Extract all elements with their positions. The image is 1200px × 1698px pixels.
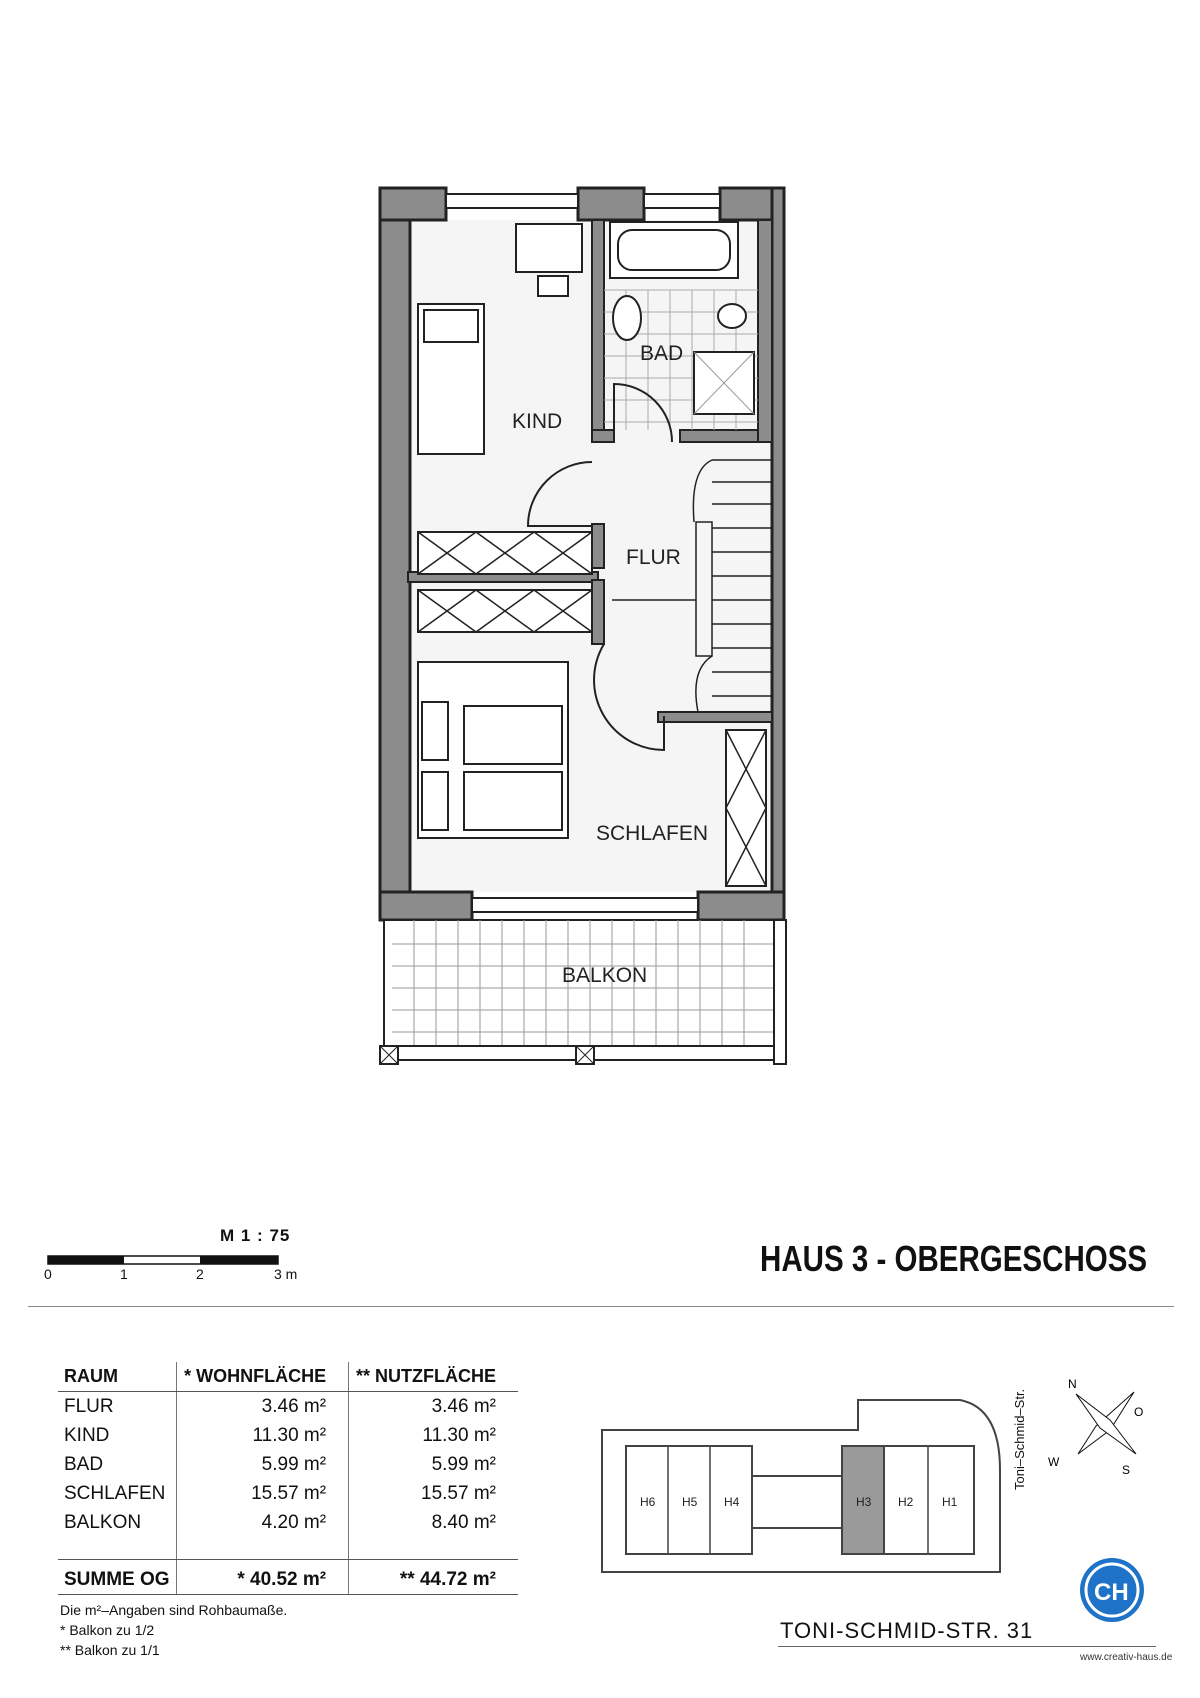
- table-row: [58, 1450, 518, 1479]
- site-house-h5: H5: [682, 1495, 698, 1509]
- cell-nutz: 3.46 m²: [431, 1395, 496, 1417]
- cell-nutz: 5.99 m²: [431, 1453, 496, 1475]
- col-header-wohnflaeche: * WOHNFLÄCHE: [177, 1362, 349, 1392]
- cell-wohn: 11.30 m²: [177, 1421, 349, 1450]
- site-house-h2: H2: [898, 1495, 914, 1509]
- cell-nutz: 8.40 m²: [431, 1511, 496, 1533]
- site-house-h6: H6: [640, 1495, 656, 1509]
- street-label: Toni–Schmid–Str.: [1012, 1388, 1027, 1490]
- room-label-bad: BAD: [640, 342, 684, 365]
- cell-nutz: 15.57 m²: [421, 1482, 496, 1504]
- table-row: [58, 1508, 518, 1537]
- compass-o: O: [1134, 1405, 1144, 1419]
- compass-icon: [1048, 1377, 1143, 1477]
- cell-wohn: 3.46 m²: [177, 1392, 349, 1422]
- cell-room: SCHLAFEN: [58, 1479, 177, 1508]
- address: TONI-SCHMID-STR. 31: [780, 1618, 1034, 1643]
- cell-room: KIND: [58, 1421, 177, 1450]
- note-balkon-half: * Balkon zu 1/2: [60, 1622, 155, 1638]
- cell-wohn: 4.20 m²: [177, 1508, 349, 1537]
- cell-nutz: 11.30 m²: [422, 1424, 496, 1446]
- col-header-nutzflaeche: ** NUTZFLÄCHE: [349, 1362, 518, 1392]
- creativ-haus-logo: [1080, 1558, 1144, 1622]
- scale-tick-2: 2: [196, 1266, 204, 1282]
- col-header-raum: RAUM: [58, 1362, 177, 1392]
- compass-s: S: [1122, 1463, 1131, 1477]
- site-house-h1: H1: [942, 1495, 958, 1509]
- scale-tick-0: 0: [44, 1266, 52, 1282]
- table-header-row: [58, 1362, 518, 1392]
- note-rohbau: Die m²–Angaben sind Rohbaumaße.: [60, 1602, 288, 1618]
- website: www.creativ-haus.de: [1080, 1652, 1173, 1663]
- scale-title: M 1 : 75: [220, 1226, 291, 1245]
- scale-tick-1: 1: [120, 1266, 128, 1282]
- room-label-kind: KIND: [512, 410, 563, 433]
- table-row: [58, 1392, 518, 1422]
- site-plan: [602, 1400, 1000, 1572]
- site-house-h4: H4: [724, 1495, 740, 1509]
- cell-sum-label: SUMME OG: [58, 1560, 177, 1595]
- double-bed: [418, 662, 568, 838]
- balcony: [380, 920, 786, 1064]
- table-row: [58, 1479, 518, 1508]
- sink: [613, 296, 641, 340]
- logo-text: CH: [1094, 1579, 1129, 1606]
- table-row: [58, 1421, 518, 1450]
- cell-room: BALKON: [58, 1508, 177, 1537]
- cell-room: FLUR: [58, 1392, 177, 1422]
- table-sum-row: [58, 1560, 518, 1595]
- divider: [28, 1306, 1174, 1307]
- cell-wohn: 15.57 m²: [177, 1479, 349, 1508]
- toilet: [718, 304, 746, 328]
- site-house-h3: H3: [856, 1495, 872, 1509]
- room-label-schlafen: SCHLAFEN: [596, 822, 709, 845]
- compass-w: W: [1048, 1455, 1060, 1469]
- compass-n: N: [1068, 1377, 1077, 1391]
- cell-room: BAD: [58, 1450, 177, 1479]
- bathtub: [610, 222, 738, 278]
- scale-bar: [48, 1256, 278, 1264]
- room-label-flur: FLUR: [626, 546, 681, 569]
- room-label-balkon: BALKON: [562, 964, 648, 987]
- area-table: [58, 1362, 518, 1595]
- cell-sum-nutz: ** 44.72 m²: [349, 1560, 518, 1595]
- cell-wohn: 5.99 m²: [177, 1450, 349, 1479]
- page-title: HAUS 3 - OBERGESCHOSS: [760, 1238, 1148, 1279]
- scale-tick-3: 3 m: [274, 1266, 298, 1282]
- address-underline: [778, 1646, 1156, 1647]
- note-balkon-full: ** Balkon zu 1/1: [60, 1642, 160, 1658]
- cell-sum-wohn: * 40.52 m²: [177, 1560, 349, 1595]
- table-spacer-row: [58, 1537, 518, 1560]
